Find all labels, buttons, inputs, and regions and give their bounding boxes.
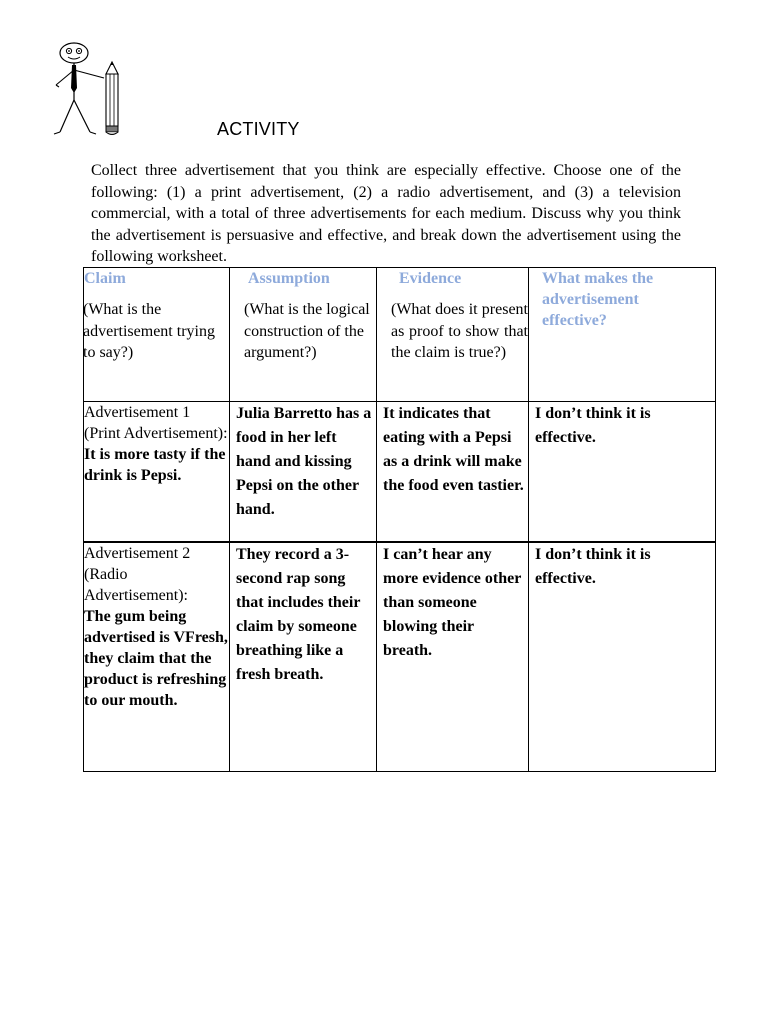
evidence-cell: It indicates that eating with a Pepsi as a drink will make the food even tastier.	[377, 402, 529, 543]
header-label-assumption: Assumption	[248, 270, 330, 287]
effective-cell: I don’t think it is effective.	[529, 402, 716, 543]
activity-title: ACTIVITY	[217, 119, 300, 139]
header-sub-assumption: (What is the logical construction of the argument?)	[244, 301, 370, 362]
header-row	[84, 268, 716, 402]
header-label-evidence: Evidence	[399, 270, 462, 287]
ad-title: Advertisement 1	[84, 404, 191, 421]
header-cell-assumption	[230, 268, 377, 402]
evidence-cell: I can’t hear any more evidence other than someone blowing their breath.	[377, 542, 529, 772]
header-cell-effective	[529, 268, 716, 402]
ad-title: Advertisement 2	[84, 545, 191, 562]
header-label-claim: Claim	[84, 270, 126, 287]
claim-cell	[84, 542, 230, 772]
table-row	[84, 402, 716, 543]
ad-claim: It is more tasty if the drink is Pepsi.	[84, 446, 226, 484]
ad-type: (Radio Advertisement):	[84, 566, 188, 604]
header-cell-claim	[84, 268, 230, 402]
header-sub-evidence: (What does it present as proof to show that the claim is true?)	[391, 301, 528, 362]
stick-figure-with-pencil-icon	[52, 40, 132, 140]
worksheet-table	[83, 267, 716, 772]
claim-cell	[84, 402, 230, 543]
header-sub-claim: (What is the advertisement trying to say?)	[83, 301, 215, 362]
instructions-paragraph: Collect three advertisement that you think are especially effective. Choose one of the following: (1) a print advertisement, (2) a radio advertisement, and (3) a television commercial, with a total of three advertisements for each medium. Discuss why you think the advertisement is persuasive and effective, and break down the advertisement using the following worksheet.	[91, 162, 681, 266]
ad-type: (Print Advertisement):	[84, 425, 228, 442]
assumption-cell: They record a 3-second rap song that includes their claim by someone breathing like a fresh breath.	[230, 542, 377, 772]
assumption-cell: Julia Barretto has a food in her left hand and kissing Pepsi on the other hand.	[230, 402, 377, 543]
table-row	[84, 542, 716, 772]
header-cell-evidence	[377, 268, 529, 402]
header-label-effective: What makes the advertisement effective?	[542, 270, 654, 329]
effective-cell: I don’t think it is effective.	[529, 542, 716, 772]
ad-claim: The gum being advertised is VFresh, they claim that the product is refreshing to our mouth.	[84, 608, 228, 709]
